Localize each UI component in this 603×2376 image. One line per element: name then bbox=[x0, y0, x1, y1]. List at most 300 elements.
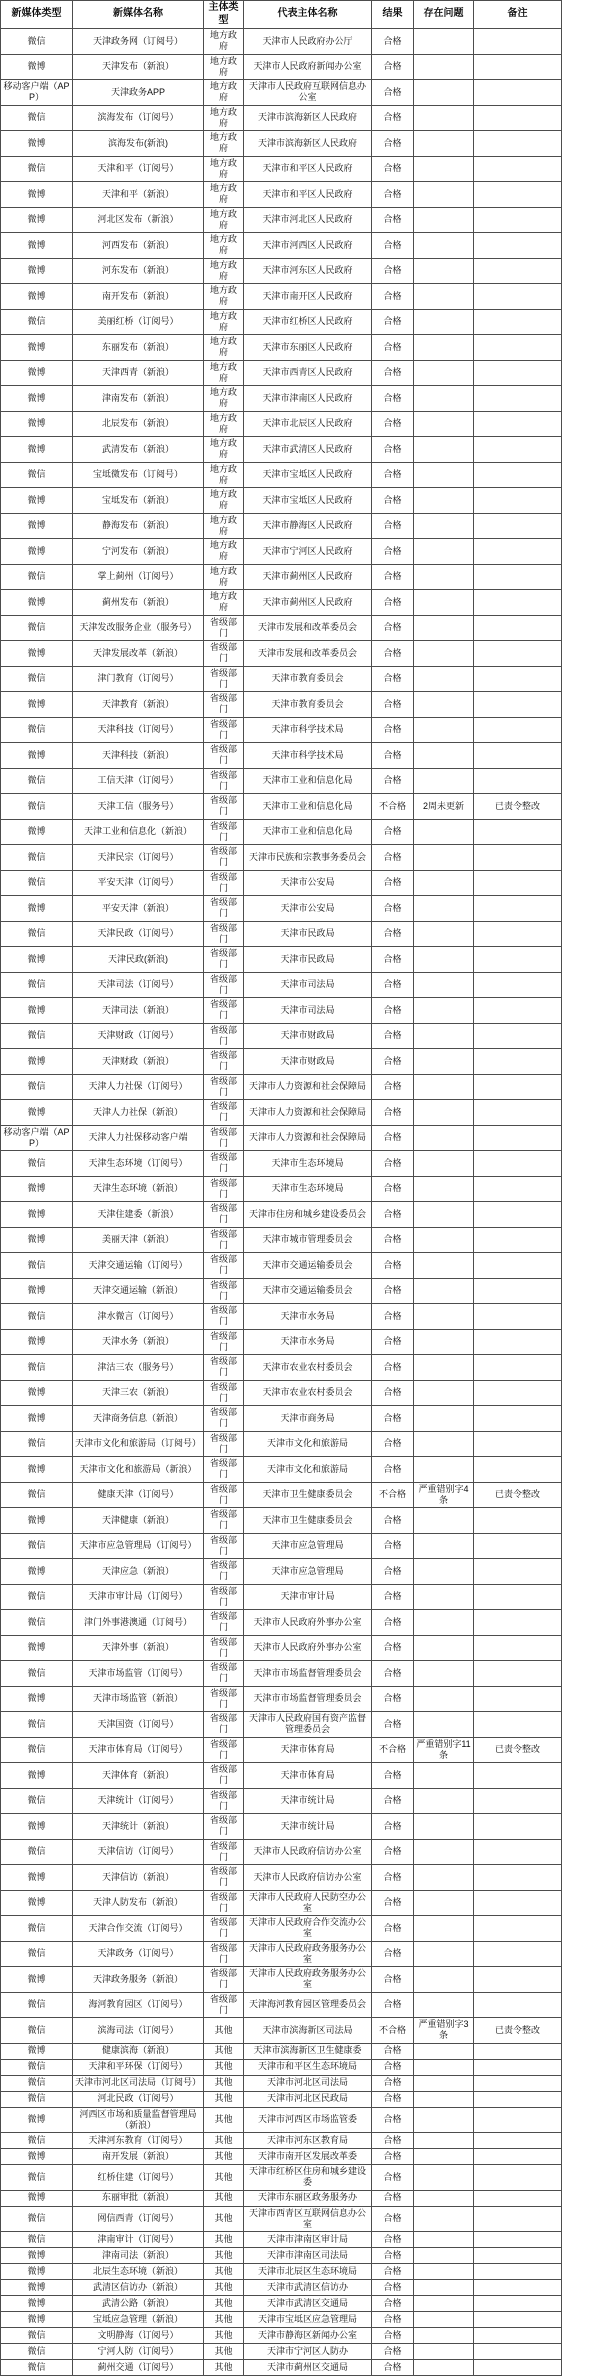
table-cell: 天津市宝坻区人民政府 bbox=[244, 462, 372, 488]
table-cell: 合格 bbox=[372, 2149, 414, 2165]
table-cell: 天津市南开区发展改革委 bbox=[244, 2149, 372, 2165]
table-cell: 合格 bbox=[372, 1788, 414, 1814]
table-row bbox=[1, 921, 562, 947]
table-cell: 合格 bbox=[372, 2360, 414, 2376]
table-cell bbox=[414, 513, 474, 539]
table-cell bbox=[474, 615, 562, 641]
table-cell: 省级部门 bbox=[204, 1763, 244, 1789]
table-cell: 已责令整改 bbox=[474, 1482, 562, 1508]
table-cell: 地方政府 bbox=[204, 156, 244, 182]
table-cell bbox=[414, 1125, 474, 1151]
table-cell: 合格 bbox=[372, 1355, 414, 1381]
table-cell: 天津市和平区人民政府 bbox=[244, 182, 372, 208]
table-row bbox=[1, 1916, 562, 1942]
table-cell: 天津市河东区人民政府 bbox=[244, 258, 372, 284]
table-cell bbox=[474, 1151, 562, 1177]
table-cell: 合格 bbox=[372, 360, 414, 386]
table-row bbox=[1, 2059, 562, 2075]
table-row bbox=[1, 1533, 562, 1559]
table-cell: 省级部门 bbox=[204, 641, 244, 667]
table-cell: 河西发布（新浪） bbox=[73, 233, 204, 259]
table-cell: 微博 bbox=[1, 386, 73, 412]
table-row bbox=[1, 1992, 562, 2018]
table-cell: 天津市河西区市场监管委 bbox=[244, 2107, 372, 2133]
table-cell: 天津政务APP bbox=[73, 80, 204, 106]
table-cell bbox=[414, 615, 474, 641]
table-cell: 合格 bbox=[372, 1610, 414, 1636]
table-cell: 海河教育园区（订阅号） bbox=[73, 1992, 204, 2018]
table-cell: 省级部门 bbox=[204, 1508, 244, 1534]
table-cell: 省级部门 bbox=[204, 819, 244, 845]
table-cell: 天津市体育局（订阅号） bbox=[73, 1737, 204, 1763]
table-cell bbox=[414, 1865, 474, 1891]
table-cell bbox=[474, 896, 562, 922]
table-cell: 省级部门 bbox=[204, 921, 244, 947]
table-cell bbox=[414, 1023, 474, 1049]
table-row bbox=[1, 1355, 562, 1381]
table-row bbox=[1, 1610, 562, 1636]
table-row bbox=[1, 845, 562, 871]
table-cell: 合格 bbox=[372, 182, 414, 208]
table-cell bbox=[474, 1865, 562, 1891]
table-cell bbox=[474, 2344, 562, 2360]
table-cell: 微博 bbox=[1, 539, 73, 565]
table-cell: 天津政务服务（新浪） bbox=[73, 1967, 204, 1993]
table-cell bbox=[414, 1457, 474, 1483]
table-cell: 其他 bbox=[204, 2107, 244, 2133]
table-cell: 微信 bbox=[1, 2344, 73, 2360]
table-cell bbox=[474, 1763, 562, 1789]
table-cell bbox=[414, 692, 474, 718]
table-cell: 合格 bbox=[372, 207, 414, 233]
table-cell bbox=[474, 1023, 562, 1049]
table-cell: 宝坻微发布（订阅号） bbox=[73, 462, 204, 488]
table-cell: 天津市宝坻区人民政府 bbox=[244, 488, 372, 514]
table-cell bbox=[474, 1431, 562, 1457]
table-cell: 微博 bbox=[1, 284, 73, 310]
table-cell: 微博 bbox=[1, 1100, 73, 1126]
table-cell: 天津市人民政府互联网信息办公室 bbox=[244, 80, 372, 106]
table-cell: 合格 bbox=[372, 80, 414, 106]
table-cell bbox=[414, 2165, 474, 2191]
table-cell: 合格 bbox=[372, 1712, 414, 1738]
table-cell: 微博 bbox=[1, 513, 73, 539]
table-cell bbox=[474, 2190, 562, 2206]
table-cell bbox=[474, 921, 562, 947]
table-cell: 北辰发布（新浪） bbox=[73, 411, 204, 437]
table-cell: 微信 bbox=[1, 2232, 73, 2248]
table-cell bbox=[414, 2264, 474, 2280]
table-row bbox=[1, 2149, 562, 2165]
table-cell: 合格 bbox=[372, 1431, 414, 1457]
table-cell: 武清区信访办（新浪） bbox=[73, 2280, 204, 2296]
table-cell: 合格 bbox=[372, 2091, 414, 2107]
table-cell: 合格 bbox=[372, 1023, 414, 1049]
table-cell: 省级部门 bbox=[204, 1992, 244, 2018]
table-cell: 微信 bbox=[1, 1992, 73, 2018]
table-cell: 天津住建委（新浪） bbox=[73, 1202, 204, 1228]
table-cell: 微博 bbox=[1, 182, 73, 208]
table-cell: 滨海发布（订阅号） bbox=[73, 105, 204, 131]
table-cell bbox=[414, 1074, 474, 1100]
table-cell: 天津市农业农村委员会 bbox=[244, 1355, 372, 1381]
table-cell: 地方政府 bbox=[204, 513, 244, 539]
table-row bbox=[1, 2206, 562, 2232]
table-cell bbox=[474, 564, 562, 590]
table-cell: 合格 bbox=[372, 1202, 414, 1228]
table-cell bbox=[474, 105, 562, 131]
table-cell: 合格 bbox=[372, 2248, 414, 2264]
table-cell: 地方政府 bbox=[204, 411, 244, 437]
table-cell bbox=[414, 1355, 474, 1381]
table-cell: 天津市生态环境局 bbox=[244, 1176, 372, 1202]
table-cell: 美丽红桥（订阅号） bbox=[73, 309, 204, 335]
table-cell: 天津市公安局 bbox=[244, 896, 372, 922]
table-cell: 合格 bbox=[372, 2075, 414, 2091]
table-cell bbox=[414, 1151, 474, 1177]
table-row bbox=[1, 2165, 562, 2191]
table-row bbox=[1, 462, 562, 488]
table-cell bbox=[414, 1227, 474, 1253]
table-cell: 微信 bbox=[1, 615, 73, 641]
table-cell: 省级部门 bbox=[204, 692, 244, 718]
table-cell: 天津水务（新浪） bbox=[73, 1329, 204, 1355]
table-cell bbox=[474, 1635, 562, 1661]
table-cell: 地方政府 bbox=[204, 590, 244, 616]
table-cell bbox=[474, 1890, 562, 1916]
table-row bbox=[1, 2296, 562, 2312]
table-cell bbox=[474, 1380, 562, 1406]
table-row bbox=[1, 1049, 562, 1075]
table-cell bbox=[414, 2312, 474, 2328]
table-cell bbox=[414, 1941, 474, 1967]
table-cell bbox=[414, 1049, 474, 1075]
table-row bbox=[1, 1635, 562, 1661]
table-cell bbox=[414, 1559, 474, 1585]
table-cell bbox=[414, 1712, 474, 1738]
table-cell: 合格 bbox=[372, 1227, 414, 1253]
table-cell bbox=[414, 2248, 474, 2264]
table-cell: 天津市应急管理局（订阅号） bbox=[73, 1533, 204, 1559]
table-cell: 其他 bbox=[204, 2059, 244, 2075]
table-row bbox=[1, 1406, 562, 1432]
table-cell: 天津河东教育（订阅号） bbox=[73, 2133, 204, 2149]
table-cell: 合格 bbox=[372, 2206, 414, 2232]
table-cell: 严重错别字11条 bbox=[414, 1737, 474, 1763]
table-cell bbox=[414, 437, 474, 463]
table-cell: 天津工信（服务号） bbox=[73, 794, 204, 820]
table-cell: 省级部门 bbox=[204, 1533, 244, 1559]
table-cell bbox=[474, 437, 562, 463]
table-cell: 微信 bbox=[1, 29, 73, 55]
table-row bbox=[1, 1100, 562, 1126]
table-cell: 北辰生态环境（新浪） bbox=[73, 2264, 204, 2280]
table-cell: 宁河人防（订阅号） bbox=[73, 2344, 204, 2360]
table-cell: 天津市人力资源和社会保障局 bbox=[244, 1074, 372, 1100]
table-cell: 蓟州发布（新浪） bbox=[73, 590, 204, 616]
table-cell: 津南司法（新浪） bbox=[73, 2248, 204, 2264]
table-cell: 微信 bbox=[1, 2165, 73, 2191]
table-cell bbox=[414, 105, 474, 131]
table-row bbox=[1, 488, 562, 514]
table-row bbox=[1, 1431, 562, 1457]
table-row bbox=[1, 54, 562, 80]
table-cell: 天津市司法局 bbox=[244, 972, 372, 998]
table-row bbox=[1, 998, 562, 1024]
table-cell bbox=[414, 1839, 474, 1865]
table-cell: 微信 bbox=[1, 1712, 73, 1738]
table-cell bbox=[474, 1967, 562, 1993]
table-cell: 天津三农（新浪） bbox=[73, 1380, 204, 1406]
table-cell: 合格 bbox=[372, 437, 414, 463]
table-cell: 合格 bbox=[372, 2296, 414, 2312]
table-row bbox=[1, 1763, 562, 1789]
table-cell: 天津市民族和宗教事务委员会 bbox=[244, 845, 372, 871]
table-cell: 合格 bbox=[372, 2107, 414, 2133]
table-cell: 微博 bbox=[1, 335, 73, 361]
table-cell: 天津市农业农村委员会 bbox=[244, 1380, 372, 1406]
table-cell bbox=[414, 233, 474, 259]
table-cell bbox=[414, 1686, 474, 1712]
table-cell: 不合格 bbox=[372, 1482, 414, 1508]
table-cell: 微信 bbox=[1, 462, 73, 488]
table-cell: 微信 bbox=[1, 768, 73, 794]
table-row bbox=[1, 590, 562, 616]
table-row bbox=[1, 2344, 562, 2360]
table-cell: 其他 bbox=[204, 2248, 244, 2264]
table-cell: 合格 bbox=[372, 233, 414, 259]
table-cell bbox=[474, 1916, 562, 1942]
table-cell: 天津市教育委员会 bbox=[244, 666, 372, 692]
table-row bbox=[1, 2264, 562, 2280]
table-cell bbox=[414, 2133, 474, 2149]
table-cell: 红桥住建（订阅号） bbox=[73, 2165, 204, 2191]
table-cell: 省级部门 bbox=[204, 1788, 244, 1814]
table-cell bbox=[474, 2133, 562, 2149]
table-cell: 津南发布（新浪） bbox=[73, 386, 204, 412]
table-cell: 合格 bbox=[372, 1329, 414, 1355]
table-cell: 合格 bbox=[372, 641, 414, 667]
table-cell: 省级部门 bbox=[204, 1712, 244, 1738]
table-cell: 天津司法（新浪） bbox=[73, 998, 204, 1024]
table-row bbox=[1, 233, 562, 259]
table-cell: 其他 bbox=[204, 2296, 244, 2312]
table-cell: 微信 bbox=[1, 105, 73, 131]
table-cell: 天津市武清区交通局 bbox=[244, 2296, 372, 2312]
table-row bbox=[1, 972, 562, 998]
table-cell bbox=[414, 2107, 474, 2133]
table-cell bbox=[474, 1661, 562, 1687]
table-cell: 天津市应急管理局 bbox=[244, 1533, 372, 1559]
table-cell: 天津市宁河区人民政府 bbox=[244, 539, 372, 565]
table-row bbox=[1, 1253, 562, 1279]
table-cell bbox=[474, 1227, 562, 1253]
table-cell: 地方政府 bbox=[204, 258, 244, 284]
table-cell: 微信 bbox=[1, 1839, 73, 1865]
table-cell: 移动客户端（APP） bbox=[1, 1125, 73, 1151]
table-cell: 天津市津南区司法局 bbox=[244, 2248, 372, 2264]
table-cell: 微博 bbox=[1, 998, 73, 1024]
header-row bbox=[1, 1, 562, 29]
table-cell bbox=[474, 1355, 562, 1381]
table-cell: 天津统计（新浪） bbox=[73, 1814, 204, 1840]
table-cell: 文明静海（订阅号） bbox=[73, 2328, 204, 2344]
table-cell: 天津和平（订阅号） bbox=[73, 156, 204, 182]
table-cell bbox=[474, 845, 562, 871]
table-cell bbox=[414, 1431, 474, 1457]
table-cell: 微博 bbox=[1, 590, 73, 616]
table-cell: 天津市滨海新区卫生健康委 bbox=[244, 2043, 372, 2059]
table-cell: 省级部门 bbox=[204, 1457, 244, 1483]
table-cell: 合格 bbox=[372, 1380, 414, 1406]
table-cell: 省级部门 bbox=[204, 1916, 244, 1942]
table-row bbox=[1, 2328, 562, 2344]
table-cell bbox=[474, 360, 562, 386]
table-cell bbox=[414, 1406, 474, 1432]
table-cell: 合格 bbox=[372, 717, 414, 743]
table-cell: 微博 bbox=[1, 1457, 73, 1483]
table-cell: 省级部门 bbox=[204, 1227, 244, 1253]
table-cell: 其他 bbox=[204, 2091, 244, 2107]
table-cell bbox=[474, 1329, 562, 1355]
table-cell: 合格 bbox=[372, 1890, 414, 1916]
table-cell: 天津市文化和旅游局 bbox=[244, 1431, 372, 1457]
table-cell: 天津市城市管理委员会 bbox=[244, 1227, 372, 1253]
table-cell bbox=[474, 1533, 562, 1559]
table-cell: 合格 bbox=[372, 1278, 414, 1304]
table-cell: 微信 bbox=[1, 1482, 73, 1508]
table-cell: 天津市人民政府新闻办公室 bbox=[244, 54, 372, 80]
table-cell: 微信 bbox=[1, 1788, 73, 1814]
table-cell: 微信 bbox=[1, 2360, 73, 2376]
table-cell: 微博 bbox=[1, 411, 73, 437]
table-cell: 津门外事港澳通（订阅号） bbox=[73, 1610, 204, 1636]
table-cell: 微信 bbox=[1, 1151, 73, 1177]
table-cell bbox=[414, 641, 474, 667]
table-cell bbox=[474, 1584, 562, 1610]
table-row bbox=[1, 335, 562, 361]
table-row bbox=[1, 615, 562, 641]
table-cell: 天津统计（订阅号） bbox=[73, 1788, 204, 1814]
table-cell: 天津市交通运输委员会 bbox=[244, 1253, 372, 1279]
table-cell bbox=[414, 335, 474, 361]
table-cell: 省级部门 bbox=[204, 870, 244, 896]
table-cell: 天津市文化和旅游局（订阅号） bbox=[73, 1431, 204, 1457]
table-cell: 天津工业和信息化（新浪） bbox=[73, 819, 204, 845]
table-cell: 省级部门 bbox=[204, 845, 244, 871]
table-cell bbox=[414, 1202, 474, 1228]
table-cell bbox=[414, 1788, 474, 1814]
table-cell: 合格 bbox=[372, 2232, 414, 2248]
table-cell: 静海发布（新浪） bbox=[73, 513, 204, 539]
table-row bbox=[1, 539, 562, 565]
table-cell: 微信 bbox=[1, 2328, 73, 2344]
table-cell: 合格 bbox=[372, 1457, 414, 1483]
table-cell bbox=[474, 29, 562, 55]
table-row bbox=[1, 819, 562, 845]
table-cell: 天津健康（新浪） bbox=[73, 1508, 204, 1534]
table-cell bbox=[414, 462, 474, 488]
table-row bbox=[1, 794, 562, 820]
table-cell: 天津商务信息（新浪） bbox=[73, 1406, 204, 1432]
table-cell: 合格 bbox=[372, 819, 414, 845]
table-cell: 天津市财政局 bbox=[244, 1049, 372, 1075]
table-cell: 其他 bbox=[204, 2133, 244, 2149]
table-cell: 天津市文化和旅游局 bbox=[244, 1457, 372, 1483]
table-row bbox=[1, 1788, 562, 1814]
table-cell: 天津发改服务企业（服务号） bbox=[73, 615, 204, 641]
table-cell: 天津市河东区教育局 bbox=[244, 2133, 372, 2149]
table-row bbox=[1, 1329, 562, 1355]
table-row bbox=[1, 2018, 562, 2044]
table-row bbox=[1, 717, 562, 743]
table-row bbox=[1, 1023, 562, 1049]
table-cell: 省级部门 bbox=[204, 972, 244, 998]
table-cell: 天津市场监管（订阅号） bbox=[73, 1661, 204, 1687]
table-cell bbox=[474, 258, 562, 284]
table-cell: 省级部门 bbox=[204, 1865, 244, 1891]
table-cell: 天津应急（新浪） bbox=[73, 1559, 204, 1585]
table-cell: 合格 bbox=[372, 1661, 414, 1687]
table-cell: 其他 bbox=[204, 2043, 244, 2059]
table-cell bbox=[474, 819, 562, 845]
table-cell: 东丽发布（新浪） bbox=[73, 335, 204, 361]
table-cell: 微博 bbox=[1, 2296, 73, 2312]
table-row bbox=[1, 309, 562, 335]
table-cell: 其他 bbox=[204, 2280, 244, 2296]
table-cell: 微信 bbox=[1, 2018, 73, 2044]
table-cell bbox=[414, 1253, 474, 1279]
table-row bbox=[1, 2075, 562, 2091]
table-cell bbox=[414, 2190, 474, 2206]
table-cell: 天津市武清区信访办 bbox=[244, 2280, 372, 2296]
table-cell: 合格 bbox=[372, 462, 414, 488]
table-cell bbox=[414, 2206, 474, 2232]
table-cell: 合格 bbox=[372, 896, 414, 922]
table-cell: 合格 bbox=[372, 921, 414, 947]
table-cell: 天津市和平区人民政府 bbox=[244, 156, 372, 182]
table-cell: 天津和平环保（订阅号） bbox=[73, 2059, 204, 2075]
table-cell: 合格 bbox=[372, 156, 414, 182]
table-cell bbox=[414, 743, 474, 769]
table-cell: 天津市公安局 bbox=[244, 870, 372, 896]
column-header-subject-type: 主体类型 bbox=[204, 1, 244, 29]
table-cell: 微博 bbox=[1, 233, 73, 259]
table-cell: 合格 bbox=[372, 845, 414, 871]
table-cell: 天津市人民政府国有资产监督管理委员会 bbox=[244, 1712, 372, 1738]
table-row bbox=[1, 105, 562, 131]
table-cell: 合格 bbox=[372, 1967, 414, 1993]
table-cell: 地方政府 bbox=[204, 360, 244, 386]
table-row bbox=[1, 1941, 562, 1967]
table-cell: 省级部门 bbox=[204, 666, 244, 692]
table-cell: 天津市西青区人民政府 bbox=[244, 360, 372, 386]
table-cell: 天津人力社保移动客户端 bbox=[73, 1125, 204, 1151]
table-cell: 滨海发布(新浪) bbox=[73, 131, 204, 157]
table-cell bbox=[474, 156, 562, 182]
table-cell: 合格 bbox=[372, 2059, 414, 2075]
table-cell: 天津市宝坻区应急管理局 bbox=[244, 2312, 372, 2328]
table-cell: 微博 bbox=[1, 819, 73, 845]
table-cell: 微信 bbox=[1, 1916, 73, 1942]
table-cell: 天津市卫生健康委员会 bbox=[244, 1508, 372, 1534]
table-cell: 天津市人民政府办公厅 bbox=[244, 29, 372, 55]
table-cell: 微信 bbox=[1, 921, 73, 947]
column-header-result: 结果 bbox=[372, 1, 414, 29]
table-cell: 微信 bbox=[1, 2206, 73, 2232]
table-cell: 微博 bbox=[1, 1329, 73, 1355]
table-cell: 津沽三农（服务号） bbox=[73, 1355, 204, 1381]
